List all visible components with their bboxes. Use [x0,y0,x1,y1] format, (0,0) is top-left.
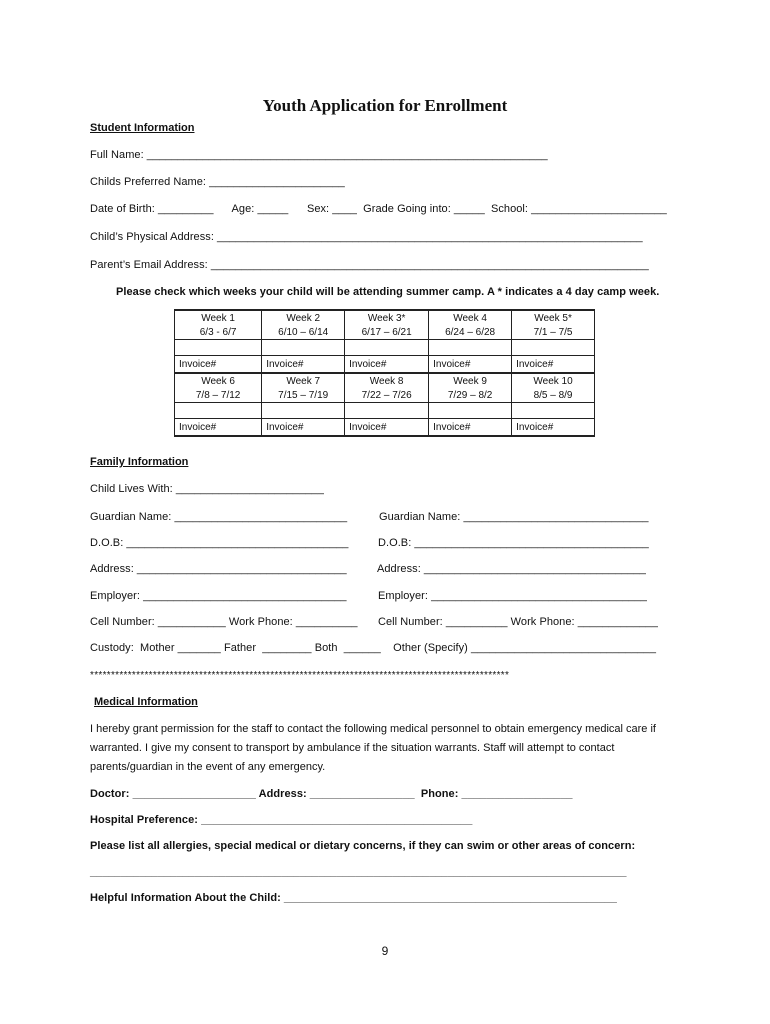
weeks-instruction: Please check which weeks your child will be attending summer camp. A * indicates a 4 day camp week. [116,286,660,298]
week-check-cell[interactable] [345,340,429,356]
employer-field-1[interactable]: Employer: _________________________________ [90,590,347,602]
invoice-cell[interactable]: Invoice# [512,419,595,437]
week-check-cell[interactable] [429,403,512,419]
week-check-cell[interactable] [262,403,345,419]
invoice-cell[interactable]: Invoice# [429,419,512,437]
week-label: Week 7 [262,373,345,388]
week-check-cell[interactable] [429,340,512,356]
physical-address-field[interactable]: Child’s Physical Address: _____________________________________________________________________ [90,231,643,243]
week-dates: 7/8 – 7/12 [175,388,262,403]
allergies-prompt: Please list all allergies, special medical or dietary concerns, if they can swim or other areas of concern: [90,840,636,852]
guardian-name-field-1[interactable]: Guardian Name: ____________________________ [90,511,348,523]
dob-field-1[interactable]: D.O.B: ____________________________________ [90,537,349,549]
phone-fields-1[interactable]: Cell Number: ___________ Work Phone: __________ [90,616,358,628]
address-field-2[interactable]: Address: ____________________________________ [377,563,646,575]
week-dates: 7/1 – 7/5 [512,325,595,340]
week-check-cell[interactable] [512,403,595,419]
week-dates: 6/3 - 6/7 [175,325,262,340]
dob-field-2[interactable]: D.O.B: ______________________________________ [378,537,649,549]
camp-weeks-table [174,309,595,437]
birth-age-sex-grade-school-line[interactable]: Date of Birth: _________ Age: _____ Sex: ____ Grade Going into: _____ School: ______________________ [90,203,667,215]
helpful-information-field[interactable]: Helpful Information About the Child: ______________________________________________________ [90,892,617,904]
week-check-cell[interactable] [262,340,345,356]
medical-information-heading: Medical Information [94,696,198,708]
custody-field[interactable]: Custody: Mother _______ Father ________ Both ______ Other (Specify) ______________________________ [90,642,657,654]
week-dates: 7/29 – 8/2 [429,388,512,403]
section-separator: **************************************************************************************************** [90,670,510,681]
page-number: 9 [381,944,389,958]
week-label: Week 10 [512,373,595,388]
week-check-cell[interactable] [345,403,429,419]
page-title: Youth Application for Enrollment [262,96,508,115]
invoice-cell[interactable]: Invoice# [175,419,262,437]
employer-field-2[interactable]: Employer: ___________________________________ [378,590,647,602]
week-label: Week 8 [345,373,429,388]
week-label: Week 4 [429,310,512,325]
week-dates: 6/17 – 6/21 [345,325,429,340]
family-information-heading: Family Information [90,456,189,468]
medical-permission-text: I hereby grant permission for the staff to contact the following medical personnel to obtain emergency medical care if warranted. I give my consent to transport by ambulance if the situation warrants. Staff will attempt to contact parents/guardian in the event of any emergency. [90,723,656,773]
invoice-cell[interactable]: Invoice# [429,356,512,374]
week-label: Week 3* [345,310,429,325]
week-label: Week 1 [175,310,262,325]
full-name-field[interactable]: Full Name: _________________________________________________________________ [90,149,548,161]
invoice-cell[interactable]: Invoice# [175,356,262,374]
child-lives-with-field[interactable]: Child Lives With: ________________________ [90,483,324,495]
invoice-cell[interactable]: Invoice# [262,356,345,374]
week-label: Week 2 [262,310,345,325]
invoice-cell[interactable]: Invoice# [512,356,595,374]
week-dates: 6/10 – 6/14 [262,325,345,340]
preferred-name-field[interactable]: Childs Preferred Name: ______________________ [90,176,345,188]
week-dates: 8/5 – 8/9 [512,388,595,403]
week-check-cell[interactable] [512,340,595,356]
guardian-name-field-2[interactable]: Guardian Name: ______________________________ [379,511,649,523]
week-label: Week 5* [512,310,595,325]
week-label: Week 6 [175,373,262,388]
invoice-cell[interactable]: Invoice# [345,356,429,374]
week-dates: 6/24 – 6/28 [429,325,512,340]
address-field-1[interactable]: Address: __________________________________ [90,563,347,575]
week-check-cell[interactable] [175,340,262,356]
doctor-address-phone-field[interactable]: Doctor: ____________________ Address: _________________ Phone: __________________ [90,788,573,800]
student-information-heading: Student Information [90,122,195,134]
parent-email-field[interactable]: Parent’s Email Address: _______________________________________________________________________ [90,259,649,271]
hospital-preference-field[interactable]: Hospital Preference: ____________________________________________ [90,814,473,826]
week-dates: 7/22 – 7/26 [345,388,429,403]
invoice-cell[interactable]: Invoice# [262,419,345,437]
week-label: Week 9 [429,373,512,388]
allergies-answer-line[interactable]: _______________________________________________________________________________________ [90,866,627,878]
invoice-cell[interactable]: Invoice# [345,419,429,437]
week-check-cell[interactable] [175,403,262,419]
phone-fields-2[interactable]: Cell Number: __________ Work Phone: _____________ [378,616,658,628]
week-dates: 7/15 – 7/19 [262,388,345,403]
